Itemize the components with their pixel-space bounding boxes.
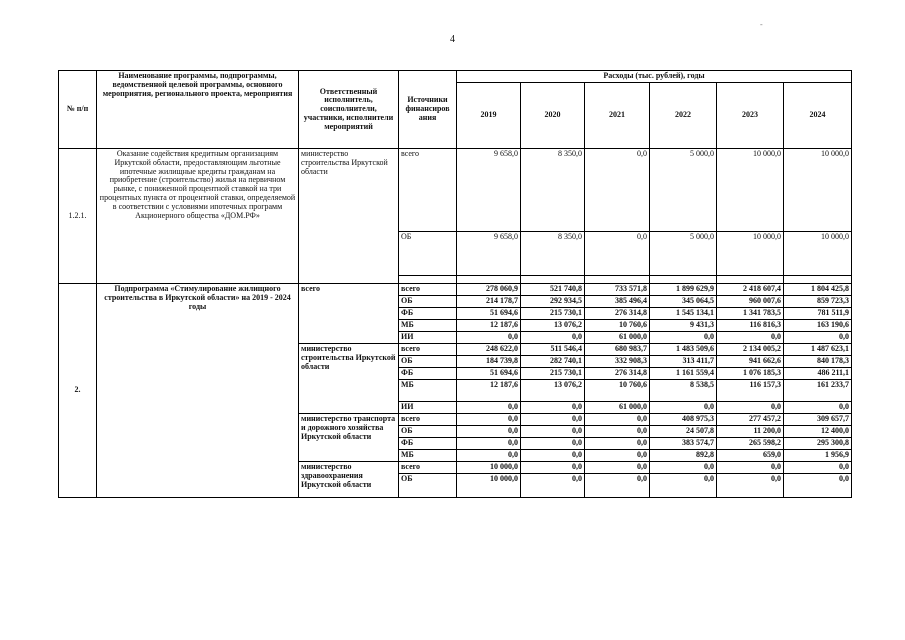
row-value: 0,0 [521, 438, 585, 450]
row-value: 332 908,3 [585, 356, 650, 368]
row-value: 10 000,0 [717, 232, 784, 276]
row-value: 61 000,0 [585, 402, 650, 414]
row-value: 0,0 [521, 332, 585, 344]
row-source: ОБ [399, 296, 457, 308]
table-row [59, 284, 852, 296]
row-value: 859 723,3 [784, 296, 852, 308]
row-value: 1 161 559,4 [650, 368, 717, 380]
row-value: 0,0 [717, 402, 784, 414]
row-value: 0,0 [650, 332, 717, 344]
header-executor: Ответственный исполнитель, соисполнители, участники, исполнители мероприятий [299, 71, 399, 149]
row-value: 10 000,0 [457, 462, 521, 474]
header-expenses: Расходы (тыс. рублей), годы [457, 71, 852, 83]
row-value: 309 657,7 [784, 414, 852, 426]
row-value: 24 507,8 [650, 426, 717, 438]
row-value: 215 730,1 [521, 368, 585, 380]
row-value: 1 804 425,8 [784, 284, 852, 296]
row-value: 0,0 [585, 426, 650, 438]
row-value: 0,0 [521, 462, 585, 474]
header-year: 2024 [784, 83, 852, 149]
table-row [59, 149, 852, 232]
row-source: ОБ [399, 232, 457, 276]
row-value: 51 694,6 [457, 308, 521, 320]
row-value: 941 662,6 [717, 356, 784, 368]
row-value: 116 157,3 [717, 380, 784, 402]
row-value: 0,0 [457, 402, 521, 414]
row-value: 1 899 629,9 [650, 284, 717, 296]
row-value: 385 496,4 [585, 296, 650, 308]
row-number: 2. [59, 284, 97, 498]
row-value: 295 300,8 [784, 438, 852, 450]
row-number: 1.2.1. [59, 149, 97, 284]
row-source: всего [399, 149, 457, 232]
row-value: 0,0 [784, 474, 852, 498]
budget-table [58, 70, 852, 498]
row-value: 116 816,3 [717, 320, 784, 332]
row-value: 0,0 [457, 414, 521, 426]
page-number: 4 [450, 34, 455, 45]
row-executor: министерство здравоохранения Иркутской области [299, 462, 399, 498]
row-value: 10 760,6 [585, 380, 650, 402]
row-source: МБ [399, 450, 457, 462]
row-name: Оказание содействия кредитным организациям Иркутской области, предоставляющим льготные ипотечные жилищные кредиты гражданам на приобретение (строительство) жилья на первичном рынке, с пониженной процентной ставкой на три процентных пункта от процентной ставки, определяемой в соответствии с условиями ипотечных программ Акционерного общества «ДОМ.РФ» [97, 149, 299, 284]
row-value: 680 983,7 [585, 344, 650, 356]
row-value: 10 000,0 [717, 149, 784, 232]
row-value: 276 314,8 [585, 308, 650, 320]
row-value: 8 350,0 [521, 232, 585, 276]
corner-mark: - [760, 20, 763, 29]
row-value: 781 511,9 [784, 308, 852, 320]
row-value: 248 622,0 [457, 344, 521, 356]
header-num: № п/п [59, 71, 97, 149]
row-value: 0,0 [521, 426, 585, 438]
header-year: 2023 [717, 83, 784, 149]
row-value: 278 060,9 [457, 284, 521, 296]
row-name: Подпрограмма «Стимулирование жилищного строительства в Иркутской области» на 2019 - 2024 годы [97, 284, 299, 498]
row-value: 345 064,5 [650, 296, 717, 308]
row-executor: министерство строительства Иркутской области [299, 149, 399, 284]
row-source: ИИ [399, 402, 457, 414]
row-value: 0,0 [784, 402, 852, 414]
row-source: всего [399, 462, 457, 474]
row-source: всего [399, 344, 457, 356]
row-value: 1 956,9 [784, 450, 852, 462]
row-source: ОБ [399, 356, 457, 368]
row-value: 10 760,6 [585, 320, 650, 332]
row-value: 0,0 [717, 474, 784, 498]
row-value: 292 934,5 [521, 296, 585, 308]
row-value: 9 658,0 [457, 149, 521, 232]
row-value: 9 658,0 [457, 232, 521, 276]
row-value: 0,0 [717, 332, 784, 344]
row-value: 840 178,3 [784, 356, 852, 368]
row-value: 383 574,7 [650, 438, 717, 450]
row-source: ФБ [399, 308, 457, 320]
row-source: всего [399, 284, 457, 296]
row-value: 733 571,8 [585, 284, 650, 296]
row-value: 0,0 [650, 474, 717, 498]
row-value: 511 546,4 [521, 344, 585, 356]
row-executor: министерство строительства Иркутской области [299, 344, 399, 414]
row-value: 10 000,0 [784, 149, 852, 232]
header-source: Источники финансиров ания [399, 71, 457, 149]
row-executor: министерство транспорта и дорожного хозяйства Иркутской области [299, 414, 399, 462]
row-value: 486 211,1 [784, 368, 852, 380]
row-value: 215 730,1 [521, 308, 585, 320]
row-source: всего [399, 414, 457, 426]
row-value: 2 418 607,4 [717, 284, 784, 296]
header-year: 2020 [521, 83, 585, 149]
row-value: 10 000,0 [784, 232, 852, 276]
row-value: 51 694,6 [457, 368, 521, 380]
row-value: 0,0 [521, 414, 585, 426]
row-value: 214 178,7 [457, 296, 521, 308]
row-value: 2 134 005,2 [717, 344, 784, 356]
row-value: 0,0 [585, 414, 650, 426]
row-value: 184 739,8 [457, 356, 521, 368]
row-value: 13 076,2 [521, 320, 585, 332]
row-source: ФБ [399, 438, 457, 450]
row-value: 0,0 [457, 450, 521, 462]
row-value: 0,0 [784, 332, 852, 344]
row-source: МБ [399, 320, 457, 332]
row-value: 1 341 783,5 [717, 308, 784, 320]
row-value: 0,0 [585, 450, 650, 462]
row-value: 0,0 [521, 402, 585, 414]
header-year: 2022 [650, 83, 717, 149]
row-value: 12 400,0 [784, 426, 852, 438]
row-value: 659,0 [717, 450, 784, 462]
row-value: 265 598,2 [717, 438, 784, 450]
row-value: 163 190,6 [784, 320, 852, 332]
row-value: 8 538,5 [650, 380, 717, 402]
row-source: ОБ [399, 426, 457, 438]
row-value: 0,0 [585, 474, 650, 498]
row-value: 0,0 [585, 232, 650, 276]
row-value: 0,0 [521, 474, 585, 498]
row-value: 0,0 [717, 462, 784, 474]
row-value: 1 483 509,6 [650, 344, 717, 356]
row-source: ОБ [399, 474, 457, 498]
row-value: 0,0 [457, 426, 521, 438]
row-value: 0,0 [585, 438, 650, 450]
row-value: 161 233,7 [784, 380, 852, 402]
row-value: 960 007,6 [717, 296, 784, 308]
row-value: 11 200,0 [717, 426, 784, 438]
row-value: 1 487 623,1 [784, 344, 852, 356]
row-value: 282 740,1 [521, 356, 585, 368]
row-value: 0,0 [585, 462, 650, 474]
row-value: 892,8 [650, 450, 717, 462]
row-executor: всего [299, 284, 399, 344]
row-value: 408 975,3 [650, 414, 717, 426]
row-value: 0,0 [784, 462, 852, 474]
row-value: 277 457,2 [717, 414, 784, 426]
row-value: 12 187,6 [457, 320, 521, 332]
row-source: ФБ [399, 368, 457, 380]
row-value: 5 000,0 [650, 149, 717, 232]
row-value: 0,0 [457, 438, 521, 450]
row-value: 8 350,0 [521, 149, 585, 232]
row-value: 276 314,8 [585, 368, 650, 380]
row-value: 0,0 [521, 450, 585, 462]
row-value: 9 431,3 [650, 320, 717, 332]
row-value: 521 740,8 [521, 284, 585, 296]
row-value: 1 545 134,1 [650, 308, 717, 320]
row-value: 13 076,2 [521, 380, 585, 402]
row-value: 0,0 [457, 332, 521, 344]
row-source: ИИ [399, 332, 457, 344]
row-value: 313 411,7 [650, 356, 717, 368]
row-value: 61 000,0 [585, 332, 650, 344]
header-name: Наименование программы, подпрограммы, ведомственной целевой программы, основного мероприятия, регионального проекта, мероприятия [97, 71, 299, 149]
row-source: МБ [399, 380, 457, 402]
row-value: 1 076 185,3 [717, 368, 784, 380]
row-value: 5 000,0 [650, 232, 717, 276]
header-year: 2019 [457, 83, 521, 149]
row-value: 0,0 [585, 149, 650, 232]
row-value: 0,0 [650, 402, 717, 414]
row-value: 10 000,0 [457, 474, 521, 498]
row-value: 12 187,6 [457, 380, 521, 402]
header-year: 2021 [585, 83, 650, 149]
row-value: 0,0 [650, 462, 717, 474]
